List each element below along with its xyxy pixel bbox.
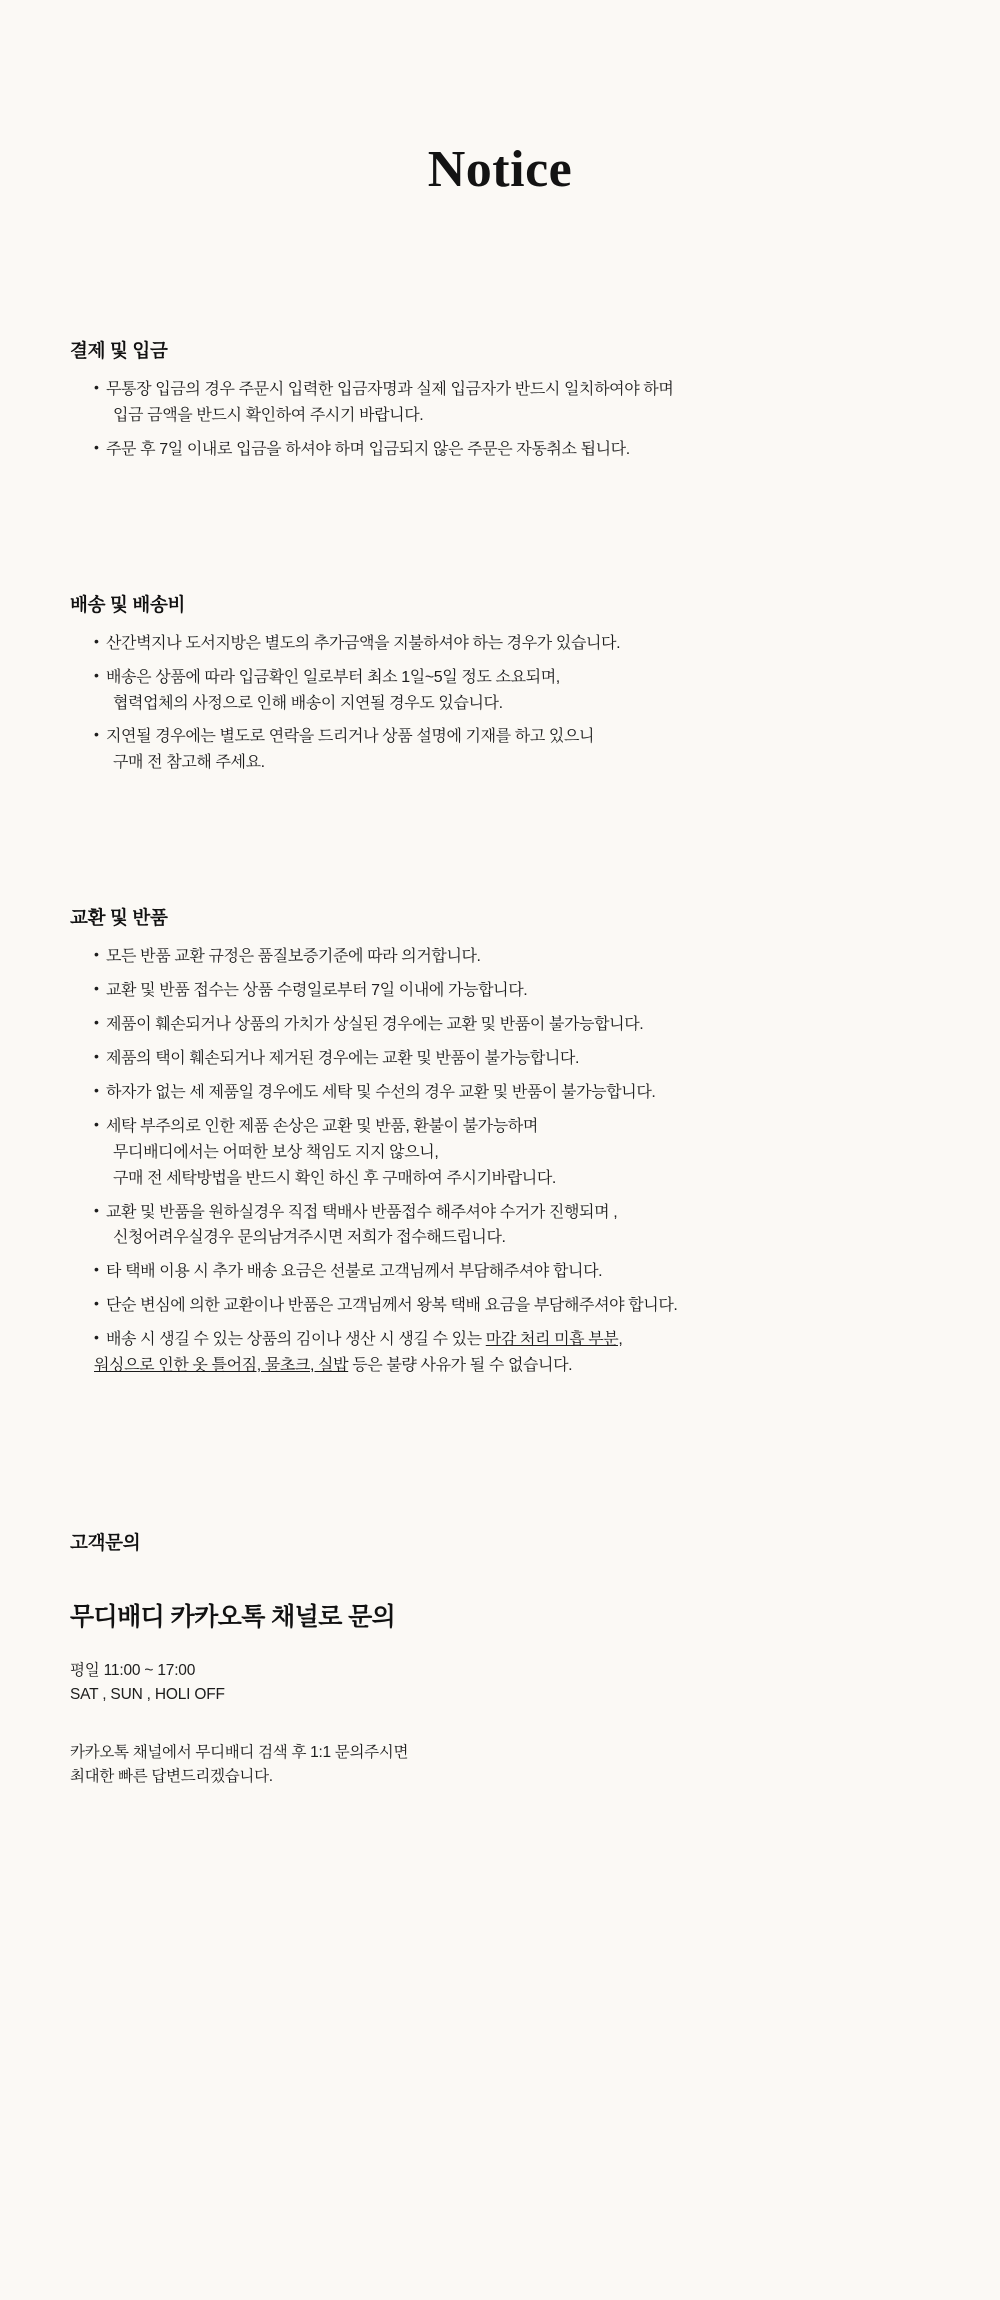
list-line: 주문 후 7일 이내로 입금을 하셔야 하며 입금되지 않은 주문은 자동취소 됩니다. (106, 440, 630, 458)
bottom-spacer (70, 1789, 930, 1969)
note-line-1: 카카오톡 채널에서 무디배디 검색 후 1:1 문의주시면 (70, 1743, 409, 1761)
section-customer-service (70, 1529, 930, 1789)
hours-weekday: 평일 11:00 ~ 17:00 (70, 1661, 196, 1679)
list-item (94, 1012, 930, 1038)
section-heading-payment: 결제 및 입금 (70, 340, 168, 361)
list-line: 배송은 상품에 따라 입금확인 일로부터 최소 1일~5일 정도 소요되며, (106, 668, 560, 686)
section-heading-shipping: 배송 및 배송비 (70, 593, 186, 615)
list-item (94, 1114, 930, 1192)
list-line: 모든 반품 교환 규정은 품질보증기준에 따라 의거합니다. (106, 948, 481, 966)
section-heading-exchange-return: 교환 및 반품 (70, 907, 168, 929)
list-item (94, 1293, 930, 1319)
list-line: 하자가 없는 세 제품일 경우에도 세탁 및 수선의 경우 교환 및 반품이 불가능합니다. (106, 1083, 656, 1101)
list-item (94, 1080, 930, 1106)
list-line: 제품이 훼손되거나 상품의 가치가 상실된 경우에는 교환 및 반품이 불가능합니다. (106, 1016, 644, 1034)
list-item (94, 1046, 930, 1072)
list-line: 타 택배 이용 시 추가 배송 요금은 선불로 고객님께서 부담해주셔야 합니다. (106, 1263, 603, 1281)
page-title: Notice (427, 141, 573, 198)
customer-service-label: 고객문의 (70, 1531, 141, 1553)
list-line: 협력업체의 사정으로 인해 배송이 지연될 경우도 있습니다. (113, 694, 503, 712)
section-shipping (70, 591, 930, 777)
list-line-underlined: 워싱으로 인한 옷 틀어짐, 물초크, 실밥 (94, 1357, 349, 1375)
list-item (94, 665, 930, 717)
section-list-shipping (70, 631, 930, 777)
customer-service-hours (70, 1659, 930, 1707)
list-item (94, 437, 930, 463)
list-line: 지연될 경우에는 별도로 연락을 드리거나 상품 설명에 기재를 하고 있으니 (106, 728, 595, 746)
list-item (94, 631, 930, 657)
list-line: 세탁 부주의로 인한 제품 손상은 교환 및 반품, 환불이 불가능하며 (106, 1117, 538, 1135)
section-list-payment (70, 377, 930, 463)
list-line: 산간벽지나 도서지방은 별도의 추가금액을 지불하셔야 하는 경우가 있습니다. (106, 634, 621, 652)
list-line-underlined: 마감 처리 미흡 부분, (485, 1331, 623, 1349)
list-item (94, 1327, 930, 1353)
list-line: 교환 및 반품 접수는 상품 수령일로부터 7일 이내에 가능합니다. (106, 982, 528, 1000)
last-item-second-line (70, 1353, 930, 1379)
section-list-exchange-return (70, 944, 930, 1353)
list-item (94, 978, 930, 1004)
customer-service-note (70, 1741, 930, 1789)
list-line: 교환 및 반품을 원하실경우 직접 택배사 반품접수 해주셔야 수거가 진행되며 , (106, 1203, 618, 1221)
customer-service-title: 무디배디 카카오톡 채널로 문의 (70, 1602, 396, 1631)
list-line: 제품의 택이 훼손되거나 제거된 경우에는 교환 및 반품이 불가능합니다. (106, 1049, 580, 1067)
section-exchange-return (70, 904, 930, 1379)
list-line: 구매 전 세탁방법을 반드시 확인 하신 후 구매하여 주시기바랍니다. (113, 1169, 556, 1187)
hours-weekend: SAT , SUN , HOLI OFF (70, 1685, 225, 1703)
list-line: 무통장 입금의 경우 주문시 입력한 입금자명과 실제 입금자가 반드시 일치하여야 하며 (106, 381, 674, 398)
list-line: 신청어려우실경우 문의남겨주시면 저희가 접수해드립니다. (113, 1229, 506, 1247)
list-line: 무디배디에서는 어떠한 보상 책임도 지지 않으니, (113, 1143, 439, 1161)
list-item (94, 377, 930, 429)
list-line-plain: 배송 시 생길 수 있는 상품의 김이나 생산 시 생길 수 있는 (106, 1331, 486, 1349)
list-item (94, 1200, 930, 1252)
list-line: 입금 금액을 반드시 확인하여 주시기 바랍니다. (113, 406, 424, 424)
list-item (94, 944, 930, 970)
list-line-plain: 등은 불량 사유가 될 수 없습니다. (348, 1357, 573, 1375)
section-payment (70, 337, 930, 463)
note-line-2: 최대한 빠른 답변드리겠습니다. (70, 1767, 273, 1785)
list-line: 단순 변심에 의한 교환이나 반품은 고객님께서 왕복 택배 요금을 부담해주셔야 합니다. (106, 1297, 678, 1315)
list-item (94, 1259, 930, 1285)
list-line: 구매 전 참고해 주세요. (113, 754, 265, 772)
list-item (94, 724, 930, 776)
